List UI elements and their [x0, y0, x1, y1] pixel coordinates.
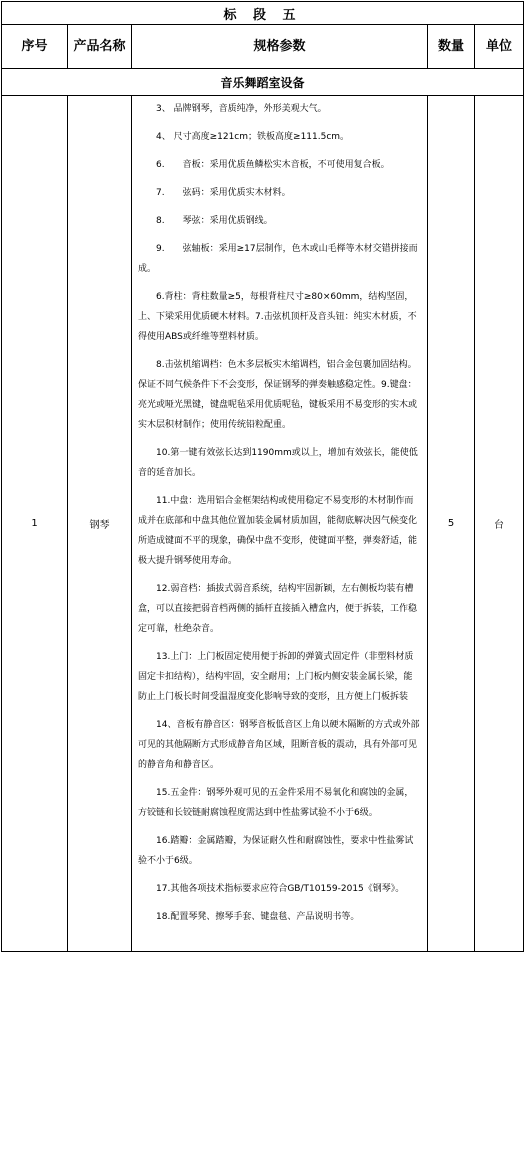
row-index: 1: [2, 96, 68, 952]
row-product-name: 钢琴: [68, 96, 132, 952]
spec-item: 15.五金件：钢琴外观可见的五金件采用不易氧化和腐蚀的金属，方铰链和长铰链耐腐蚀程度需达到中性盐雾试验不小于6级。: [138, 788, 414, 818]
header-index: 序号: [2, 25, 68, 69]
spec-item: 10.第一键有效弦长达到1190mm或以上，增加有效弦长，能使低音的延音加长。: [138, 448, 418, 478]
spec-item: 13.上门：上门板固定使用便于拆卸的弹簧式固定件（非塑料材质固定卡扣结构），结构牢固，安全耐用；上门板内侧安装金属长梁，能防止上门板长时间受温湿度变化影响导致的变形，且方便上门板拆装: [138, 652, 414, 702]
spec-item: 7. 弦码：采用优质实木材料。: [156, 188, 291, 198]
header-quantity: 数量: [428, 25, 475, 69]
header-product-name: 产品名称: [68, 25, 132, 69]
spec-item: 6.背柱：背柱数量≥5，每根背柱尺寸≥80×60mm，结构坚固，上、下梁采用优质硬木材料。7.击弦机顶杆及音头钮：纯实木材质，不得使用ABS或纤维等塑料材质。: [138, 292, 417, 342]
spec-item: 3、 品牌钢琴，音质纯净，外形美观大气。: [156, 104, 327, 114]
row-unit: 台: [475, 96, 524, 952]
spec-item: 14、音板有静音区：钢琴音板低音区上角以硬木隔断的方式或外部可见的其他隔断方式形成静音角区域，阻断音板的震动，具有外部可见的静音角和静音区。: [138, 720, 420, 770]
spec-item: 4、 尺寸高度≥121cm；铁板高度≥111.5cm。: [156, 132, 350, 142]
bid-section-table: [1, 1, 524, 952]
spec-item: 12.弱音档：插拔式弱音系统，结构牢固新颖，左右侧板均装有槽盒，可以直接把弱音档两侧的插杆直接插入槽盒内，便于拆装，工作稳定可靠，杜绝杂音。: [138, 584, 418, 634]
spec-item: 6. 音板：采用优质鱼鳞松实木音板，不可使用复合板。: [156, 160, 390, 170]
spec-item: 8. 琴弦：采用优质钢线。: [156, 216, 273, 226]
spec-item: 17.其他各项技术指标要求应符合GB/T10159-2015《钢琴》。: [156, 884, 405, 894]
spec-item: 8.击弦机缩调档：色木多层板实木缩调档，铝合金包裹加固结构。保证不同气候条件下不会变形，保证钢琴的弹奏触感稳定性。9.键盘：亮光或哑光黑键，键盘呢毡采用优质呢毡，键板采用不易变形的实木或实木层积材制作；使用传统铅粒配重。: [138, 360, 418, 430]
header-spec: 规格参数: [132, 25, 428, 69]
spec-list: [132, 96, 428, 952]
spec-item: 18.配置琴凳、擦琴手套、键盘毯、产品说明书等。: [156, 912, 360, 922]
spec-item: 16.踏瓣：金属踏瓣，为保证耐久性和耐腐蚀性，要求中性盐雾试验不小于6级。: [138, 836, 414, 866]
spec-item: 11.中盘：选用铝合金框架结构或使用稳定不易变形的木材制作而成并在底部和中盘其他位置加装金属材质加固，能彻底解决因气候变化所造成键面不平的现象，确保中盘不变形，使键面平整，弹奏舒适，能极大提升钢琴使用寿命。: [138, 496, 418, 566]
section-heading: 音乐舞蹈室设备: [2, 69, 524, 96]
table-title: 标 段 五: [2, 2, 524, 25]
spec-item: 9. 弦轴板：采用≥17层制作，色木或山毛榉等木材交错拼接而成。: [138, 244, 418, 274]
row-quantity: 5: [428, 96, 475, 952]
header-unit: 单位: [475, 25, 524, 69]
